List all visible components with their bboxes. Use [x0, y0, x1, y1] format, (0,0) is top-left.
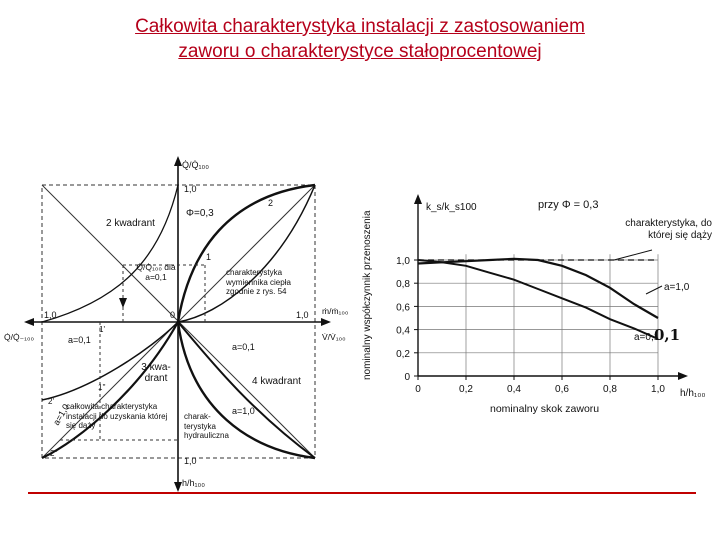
x-tick-label: 1,0	[651, 384, 665, 395]
slide-title-line-1: Całkowita charakterystyka instalacji z zastosowaniem	[135, 16, 585, 37]
x-tick-label: 0,4	[507, 384, 521, 395]
y-tick-label: 1,0	[396, 256, 410, 267]
bottom-divider	[28, 492, 696, 494]
a10-right-label: a=1,0	[232, 406, 255, 416]
overlay-value: 0,1	[654, 326, 681, 344]
x-tick-label: 0,6	[555, 384, 569, 395]
chart-grid	[418, 254, 658, 376]
point-2-prime: 2'	[48, 397, 54, 406]
origin-label: 0	[170, 310, 176, 320]
arrow-up-icon	[174, 156, 182, 166]
tick-top: 1,0	[184, 184, 197, 194]
quadrant-2-label: 2 kwadrant	[106, 218, 155, 229]
x-tick-label: 0	[415, 384, 421, 395]
point-1: 1	[206, 252, 212, 262]
quadrant-4-label: 4 kwadrant	[252, 376, 301, 387]
point-1-double-prime: 1''	[98, 383, 106, 392]
point-2-double-prime: 2''	[50, 449, 58, 458]
y-tick-label: 0,4	[396, 325, 410, 337]
arrow-down-icon	[119, 298, 127, 308]
chart-y-label-top: k_s/k_s100	[426, 202, 477, 213]
slide-title-line-2: zaworu o charakterystyce stałoprocentowej	[178, 41, 542, 62]
exchanger-label: charakterystyka wymiennika ciepła zgodnie z rys. 54	[226, 268, 291, 296]
series-label-a01: a=0,1	[634, 332, 660, 343]
axis-label-right-top: ṁ/ṁ₁₀₀	[322, 306, 349, 316]
x-tick-label: 0,2	[459, 384, 473, 395]
transfer-chart	[352, 180, 720, 420]
arrow-right-icon	[321, 318, 331, 326]
four-quadrant-diagram	[0, 150, 380, 495]
a10-left-label: a=1,0	[51, 402, 72, 427]
chart-phi-label: przy Φ = 0,3	[538, 199, 599, 211]
chart-series	[418, 259, 658, 339]
series-label-a10: a=1,0	[664, 282, 690, 293]
slide-title	[0, 14, 720, 64]
axis-label-top: Q̇/Q̇₁₀₀	[182, 160, 210, 170]
phi-label: Φ=0,3	[186, 208, 214, 219]
y-tick-label: 0,2	[396, 348, 410, 360]
chart-x-label: nominalny skok zaworu	[490, 403, 600, 415]
chart-x-unit: h/h₁₀₀	[680, 388, 706, 399]
flow-label: Q̇/Q̇₁₀₀ dla a=0,1	[136, 262, 176, 282]
arrow-down-icon	[174, 482, 182, 492]
series-leader-a10	[646, 286, 662, 294]
x-tick-label: 0,8	[603, 384, 617, 395]
series-line-1	[418, 260, 658, 339]
point-1-prime: 1'	[99, 325, 105, 334]
y-axis-arrow-icon	[414, 194, 422, 204]
hydraulic-characteristic-label: charak- terystyka hydrauliczna	[184, 412, 229, 440]
target-annotation: charakterystyka, do której się dąży	[625, 218, 712, 241]
y-tick-label: 0	[404, 372, 410, 383]
y-tick-label: 0,6	[396, 302, 410, 314]
quadrant-3-label: 3 kwa- drant	[141, 362, 171, 384]
chart-y-label-side: nominalny współczynnik przenoszenia	[362, 210, 373, 380]
axis-label-bottom: h/h₁₀₀	[182, 478, 206, 488]
total-characteristic-label: całkowita charakterystyka instalacji do uzyskania której się dąży	[66, 402, 168, 430]
point-2: 2	[268, 198, 274, 208]
arrow-left-icon	[24, 318, 34, 326]
tick-left: 1,0	[44, 310, 57, 320]
a01-left-label: a=0,1	[68, 335, 91, 345]
tick-bottom: 1,0	[184, 456, 197, 466]
axis-label-left: Q̇/Q̇₋₁₀₀	[4, 332, 34, 342]
a01-right-label: a=0,1	[232, 342, 255, 352]
y-tick-label: 0,8	[396, 279, 410, 291]
axis-label-right-bottom: V̇/V̇₁₀₀	[322, 332, 346, 342]
tick-right: 1,0	[296, 310, 309, 320]
x-axis-arrow-icon	[678, 372, 688, 380]
